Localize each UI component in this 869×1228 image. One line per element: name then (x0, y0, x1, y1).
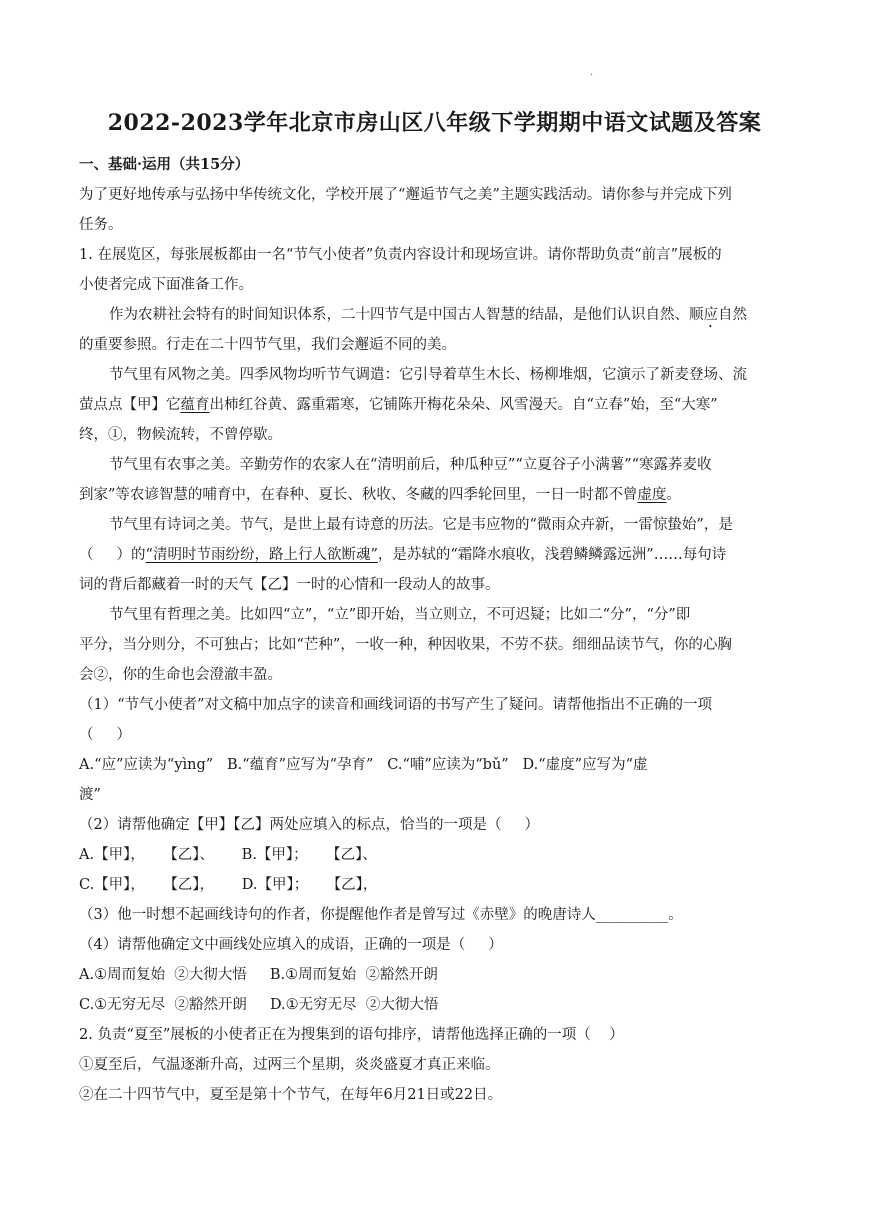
text-segment: 到家”等农谚智慧的哺育中，在春种、夏长、秋收、冬藏的四季轮回里，一日一时都不曾 (79, 487, 638, 503)
sub-question-2-options-row-1: A.【甲】， 【乙】、 B.【甲】； 【乙】、 (79, 847, 377, 863)
passage-p5-line-3: 会②，你的生命也会澄澈丰盈。 (79, 667, 282, 683)
text-segment: ，是苏轼的“霜降水痕收，浅碧鳞鳞露远洲”……每句诗 (377, 547, 727, 563)
passage-p2-line-1: 节气里有风物之美。四季风物均听节气调遣：它引导着草生木长、杨柳堆烟，它演示了新麦登场、流 (109, 367, 747, 383)
sub-question-4-options-row-2: C.①无穷无尽 ②豁然开朗 D.①无穷无尽 ②大彻大悟 (79, 997, 439, 1013)
passage-p4-line-2 (79, 540, 791, 570)
sub-question-1-options-cont: 渡” (79, 787, 101, 803)
document-body (79, 150, 791, 1110)
sub-question-4-options-row-1: A.①周而复始 ②大彻大悟 B.①周而复始 ②豁然开朗 (79, 967, 438, 983)
sub-question-2-stem: （2）请帮他确定【甲】【乙】两处应填入的标点，恰当的一项是（ ） (79, 817, 540, 833)
passage-p4-line-3: 词的背后都藏着一时的天气【乙】一时的心情和一段动人的故事。 (79, 577, 500, 593)
question-2-stem: 2. 负责“夏至”展板的小使者正在为搜集到的语句排序，请帮他选择正确的一项（ ） (79, 1027, 624, 1043)
intro-line-2: 任务。 (79, 217, 123, 233)
intro-line-1: 为了更好地传承与弘扬中华传统文化，学校开展了“邂逅节气之美”主题实践活动。请你参与并完成下列 (79, 187, 732, 203)
text-segment: 。 (666, 487, 681, 503)
text-segment: 自然 (718, 307, 747, 323)
underlined-poem-line: “清明时节雨纷纷，路上行人欲断魂” (145, 547, 378, 563)
q1-intro-line-1: 1. 在展览区，每张展板都由一名“节气小使者”负责内容设计和现场宣讲。请你帮助负责“前言”展板的 (79, 247, 722, 263)
section-heading: 一、基础·运用（共15分） (79, 156, 250, 173)
q1-intro-line-2: 小使者完成下面准备工作。 (79, 277, 253, 293)
passage-p5-line-2: 平分，当分则分，不可独占；比如“芒种”，一收一种，种因收果，不劳不获。细细品读节气，你的心胸 (79, 637, 732, 653)
passage-p2-line-3: 终，①，物候流转，不曾停歇。 (79, 427, 282, 443)
answer-paren: （ ） (79, 727, 132, 743)
text-segment: 萤点点【甲】它 (79, 397, 181, 413)
underlined-word: 虚度 (637, 487, 667, 503)
passage-p4-line-1: 节气里有诗词之美。节气，是世上最有诗意的历法。它是韦应物的“微雨众卉新，一雷惊蛰始”，是 (109, 517, 733, 533)
sub-question-1-stem: （1）“节气小使者”对文稿中加点字的读音和画线词语的书写产生了疑问。请帮他指出不正确的一项 (79, 697, 713, 713)
passage-p5-line-1: 节气里有哲理之美。比如四“立”，“立”即开始，当立则立，不可迟疑；比如二“分”，“分”即 (109, 607, 691, 623)
page-dot-mark: · (590, 70, 594, 81)
page-title: 2022-2023学年北京市房山区八年级下学期期中语文试题及答案 (107, 110, 762, 136)
text-segment: 出柿红谷黄、露重霜寒，它铺陈开梅花朵朵、风雪漫天。自“立春”始，至“大寒” (209, 397, 718, 413)
passage-p2-line-2 (79, 390, 791, 420)
dotted-character: 应 (703, 307, 718, 323)
question-2-sentence-2: ②在二十四节气中，夏至是第十个节气，在每年6月21日或22日。 (79, 1087, 503, 1103)
text-segment: 作为农耕社会特有的时间知识体系，二十四节气是中国古人智慧的结晶，是他们认识自然、顺 (109, 307, 704, 323)
underlined-word: 蕴育 (180, 397, 210, 413)
text-segment: （ ）的 (79, 547, 146, 563)
passage-p1-line-1 (79, 300, 791, 330)
sub-question-1-options: A.“应”应读为“yìng” B.“蕴育”应写为“孕育” C.“哺”应读为“bǔ” D.“虚度”应写为“虚 (79, 757, 648, 773)
sub-question-2-options-row-2: C.【甲】， 【乙】， D.【甲】； 【乙】， (79, 877, 378, 893)
passage-p3-line-2 (79, 480, 791, 510)
passage-p1-line-2: 的重要参照。行走在二十四节气里，我们会邂逅不同的美。 (79, 337, 456, 353)
sub-question-3-stem: （3）他一时想不起画线诗句的作者，你提醒他作者是曾写过《赤壁》的晚唐诗人__________。 (79, 907, 683, 923)
passage-p3-line-1: 节气里有农事之美。辛勤劳作的农家人在“清明前后，种瓜种豆”“立夏谷子小满薯”“寒露荞麦收 (109, 457, 712, 473)
question-2-sentence-1: ①夏至后，气温逐渐升高，过两三个星期，炎炎盛夏才真正来临。 (79, 1057, 500, 1073)
sub-question-4-stem: （4）请帮他确定文中画线处应填入的成语，正确的一项是（ ） (79, 937, 503, 953)
